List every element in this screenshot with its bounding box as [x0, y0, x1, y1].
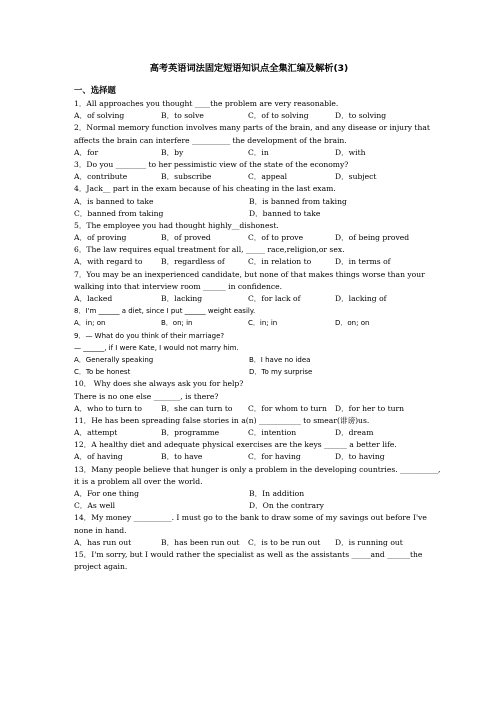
option-group: [74, 427, 424, 439]
question-text: 3．Do you ________ to her pessimistic view of the state of the economy?: [74, 159, 349, 169]
option-group: [74, 293, 424, 305]
answer-option[interactable]: C．for whom to turn: [248, 403, 327, 413]
answer-option[interactable]: A．lacked: [74, 294, 113, 303]
answer-option[interactable]: D．of being proved: [335, 233, 410, 243]
option-group: [74, 171, 424, 183]
answer-option[interactable]: A．Generally speaking: [74, 355, 154, 364]
answer-option[interactable]: B．has been run out: [161, 537, 240, 547]
answer-option[interactable]: B．programme: [161, 428, 220, 438]
question-6: [74, 244, 424, 268]
answer-option[interactable]: C．of to solving: [248, 111, 309, 121]
question-list: [74, 98, 441, 573]
question-text: 7．You may be an inexperienced candidate, but none of that makes things worse than your: [74, 269, 425, 279]
option-group: [74, 403, 424, 415]
option-group: [74, 232, 424, 244]
answer-option[interactable]: B．of proved: [161, 233, 211, 243]
answer-option[interactable]: D．for her to turn: [335, 403, 405, 413]
option-group: [74, 451, 424, 463]
answer-option[interactable]: B．to have: [161, 452, 203, 462]
question-text: 5．The employee you had thought highly__dishonest.: [74, 220, 279, 230]
document-page: [74, 60, 441, 573]
answer-option[interactable]: C．intention: [248, 428, 297, 438]
answer-option[interactable]: A．has run out: [74, 537, 132, 547]
answer-option[interactable]: B．In addition: [249, 489, 305, 498]
question-text: 10． Why does she always ask you for help?: [74, 379, 244, 389]
answer-option[interactable]: D．To my surprise: [249, 368, 313, 377]
question-text: 11．He has been spreading false stories in a(n) ___________ to smear(诽谤)us.: [74, 415, 370, 425]
question-text: it is a problem all over the world.: [74, 476, 203, 486]
answer-option[interactable]: B．on; in: [161, 319, 193, 328]
answer-option[interactable]: A．For one thing: [74, 489, 140, 498]
question-text: 9．— What do you think of their marriage?: [74, 331, 225, 340]
answer-option[interactable]: B．lacking: [161, 294, 203, 303]
question-12: [74, 439, 424, 463]
answer-option[interactable]: C．for lack of: [248, 294, 301, 303]
answer-option[interactable]: C．in; in: [248, 319, 278, 328]
answer-option[interactable]: A．is banned to take: [74, 196, 154, 206]
answer-option[interactable]: D．is running out: [335, 537, 403, 547]
question-14: [74, 512, 427, 549]
question-7: [74, 269, 424, 306]
question-3: [74, 159, 424, 183]
question-1: [74, 98, 424, 122]
question-text: 12．A healthy diet and adequate physical exercises are the keys ______ a better life.: [74, 440, 397, 450]
question-10: [74, 378, 424, 415]
answer-option[interactable]: C．As well: [74, 501, 116, 511]
question-text: affects the brain can interfere __________ the development of the brain.: [74, 135, 347, 145]
answer-option[interactable]: C．for having: [248, 452, 301, 462]
question-text: — ______, if I were Kate, I would not marry him.: [74, 343, 239, 352]
answer-option[interactable]: A．of having: [74, 452, 123, 462]
answer-option[interactable]: B．by: [161, 147, 184, 157]
answer-option[interactable]: D．On the contrary: [249, 501, 324, 511]
answer-option[interactable]: A．of proving: [74, 233, 127, 243]
answer-option[interactable]: A．of solving: [74, 111, 125, 121]
answer-option[interactable]: B．I have no idea: [249, 355, 311, 364]
answer-option[interactable]: D．lacking of: [335, 294, 387, 303]
answer-option[interactable]: C．To be honest: [74, 368, 131, 377]
answer-option[interactable]: C．is to be run out: [248, 537, 321, 547]
answer-option[interactable]: C．banned from taking: [74, 208, 164, 218]
question-15: [74, 549, 424, 573]
answer-option[interactable]: C．appeal: [248, 172, 288, 182]
option-group: [74, 196, 424, 220]
answer-option[interactable]: B．she can turn to: [161, 403, 233, 413]
answer-option[interactable]: D．subject: [335, 172, 377, 182]
option-group: [74, 110, 424, 122]
question-text: 1．All approaches you thought ____the problem are very reasonable.: [74, 99, 339, 108]
question-9: [74, 330, 424, 379]
answer-option[interactable]: B．is banned from taking: [249, 196, 347, 206]
answer-option[interactable]: A．with regard to: [74, 257, 143, 267]
question-text: project again.: [74, 562, 128, 572]
answer-option[interactable]: D．with: [335, 147, 366, 157]
answer-option[interactable]: A．contribute: [74, 172, 128, 182]
question-text: 2．Normal memory function involves many parts of the brain, and any disease or injury that: [74, 123, 430, 133]
question-11: [74, 415, 424, 439]
question-text: walking into that interview room ______ in confidence.: [74, 281, 283, 291]
question-4: [74, 183, 424, 220]
answer-option[interactable]: C．of to prove: [248, 233, 304, 243]
answer-option[interactable]: B．subscribe: [161, 172, 212, 182]
question-2: [74, 122, 430, 159]
answer-option[interactable]: A．for: [74, 147, 99, 157]
question-text: none in hand.: [74, 525, 127, 535]
answer-option[interactable]: D．to having: [335, 452, 385, 462]
question-text: 8．I'm ______ a diet, since I put ______ weight easily.: [74, 307, 256, 316]
question-13: [74, 464, 441, 513]
answer-option[interactable]: D．on; on: [335, 319, 370, 328]
section-heading: 一、选择题: [74, 85, 116, 95]
answer-option[interactable]: C．in relation to: [248, 257, 312, 267]
option-group: [74, 317, 424, 329]
question-text: 6．The law requires equal treatment for all, _____ race,religion,or sex.: [74, 245, 345, 255]
answer-option[interactable]: C．in: [248, 147, 269, 157]
option-group: [74, 147, 424, 159]
document-title: 高考英语词法固定短语知识点全集汇编及解析(3): [149, 63, 349, 74]
answer-option[interactable]: D．to solving: [335, 111, 387, 121]
answer-option[interactable]: D．dream: [335, 428, 374, 438]
question-5: [74, 220, 424, 244]
question-text: 13．Many people believe that hunger is only a problem in the developing countries. __________,: [74, 464, 441, 474]
option-group: [74, 537, 424, 549]
answer-option[interactable]: A．attempt: [74, 428, 118, 438]
option-group: [74, 256, 424, 268]
question-text: 14．My money __________. I must go to the bank to draw some of my savings out before I've: [74, 513, 427, 523]
answer-option[interactable]: A．who to turn to: [74, 403, 142, 413]
answer-option[interactable]: B．to solve: [161, 111, 204, 121]
option-group: [74, 354, 424, 378]
answer-option[interactable]: D．banned to take: [249, 208, 321, 218]
question-text: There is no one else _______, is there?: [74, 391, 219, 401]
answer-option[interactable]: B．regardless of: [161, 257, 225, 267]
option-group: [74, 488, 424, 512]
answer-option[interactable]: A．in; on: [74, 319, 106, 328]
question-text: 4．Jack__ part in the exam because of his cheating in the last exam.: [74, 184, 336, 194]
question-8: [74, 305, 424, 329]
answer-option[interactable]: D．in terms of: [335, 257, 391, 267]
question-text: 15．I'm sorry, but I would rather the specialist as well as the assistants _____and ______the: [74, 549, 423, 559]
